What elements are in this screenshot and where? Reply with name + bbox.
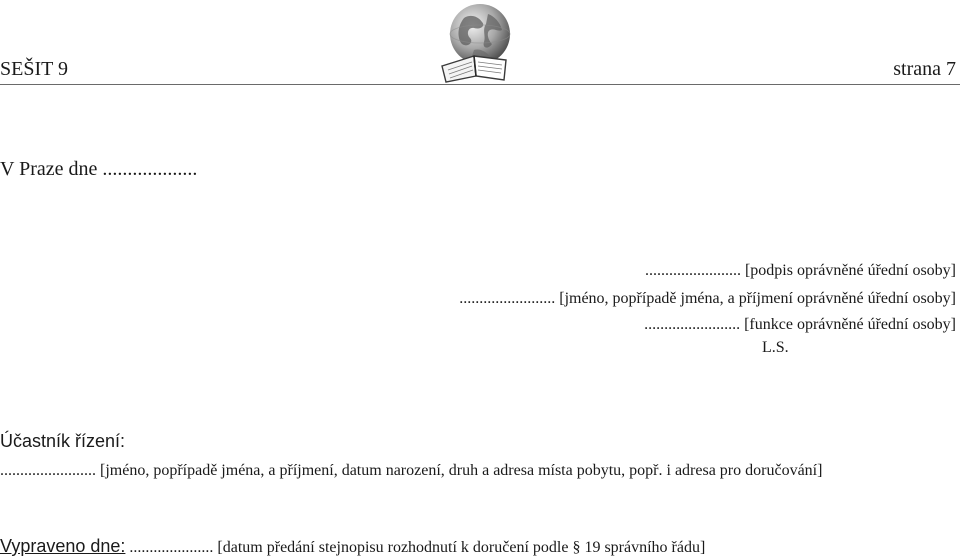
dispatch-line [0,536,705,558]
participant-heading: Účastník řízení: [0,431,126,451]
signature-line: ........................ [podpis oprávněné úřední osoby] [644,262,956,279]
globe-book-icon [434,0,518,84]
seal-mark: L.S. [762,339,789,356]
dispatch-label: Vypraveno dne: [0,536,126,556]
official-function-line: ........................ [funkce oprávněné úřední osoby] [644,316,956,333]
participant-line: ........................ [jméno, popřípadě jména, a příjmení, datum narození, druh a adresa místa pobytu, popř. i adresa pro doručování] [0,462,823,479]
place-date-line: V Praze dne ................... [0,158,198,180]
official-name-line: ........................ [jméno, popřípadě jména, a příjmení oprávněné úřední osoby] [459,290,956,307]
dispatch-text: ..................... [datum předání stejnopisu rozhodnutí k doručení podle § 19 správního řádu] [129,539,706,556]
header-divider [0,84,960,85]
header-left-label: SEŠIT 9 [0,58,68,80]
header-page-label: strana 7 [893,58,956,80]
